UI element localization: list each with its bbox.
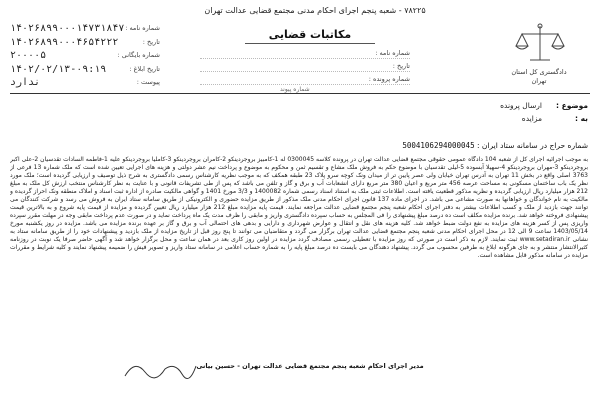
meta-party-row (268, 114, 588, 127)
field-row (200, 46, 410, 59)
signature-line: مدیر اجرای احکام شعبه پنجم مجتمع قضایی عدالت تهران - حسین بیانی (196, 362, 424, 370)
field-row (200, 72, 410, 85)
meta-subject-row (268, 101, 588, 114)
code-value: ۱۴۰۲/۰۲/۱۳-۰۹:۱۹ (10, 63, 107, 75)
judiciary-emblem-icon (510, 22, 570, 66)
meta-label: موضوع : (555, 101, 588, 110)
header-fields (200, 46, 410, 85)
code-value: ۲۰۰۰۰۵ (10, 50, 47, 61)
letter-title: مکاتبات قضایی (245, 28, 375, 44)
code-row (10, 22, 160, 36)
code-label: شماره نامه : (125, 24, 160, 32)
code-value: ۱۴۰۲۶۸۹۹۰۰۰۴۶۵۴۲۲۲ (10, 36, 119, 48)
field-label: شماره پرونده : (368, 75, 410, 83)
court-name-line: تهران (531, 77, 547, 85)
code-row (10, 76, 160, 90)
code-label: تاریخ ابلاغ : (129, 64, 160, 73)
field-label: شماره نامه : (375, 49, 410, 57)
auction-number-label: شماره حراج در سامانه ستاد ایران : (476, 141, 588, 150)
meta-label: به : (575, 114, 588, 123)
letter-meta (268, 101, 588, 127)
field-row (200, 59, 410, 72)
code-label: شماره بایگانی : (117, 51, 160, 59)
field-note: شماره پیوند (280, 86, 310, 93)
code-row (10, 49, 160, 63)
meta-value: ارسال پرونده (500, 101, 542, 110)
letter-codes (10, 22, 160, 90)
branch-title: ۷۸۲۲۵ - شعبه پنجم اجرای احکام مدنی مجتمع قضایی عدالت تهران (204, 6, 426, 15)
court-name (490, 68, 588, 86)
auction-number: 5004106294000045 (402, 141, 475, 150)
letter-body: به موجب اجرائیه اجرای کل از شعبه 104 دادگاه عمومی حقوقی مجتمع قضایی عدالت تهران در پرونده کلاسه 0300045 له 1-کامبیز بروجردینکو 2-کامران بروجردینکو 3-کاملیا بروجردینکو علیه 1-فاطمه السادات تقدسیان 2-علی اکبر بروجردینکو 3-مهران بروجردینکو 4-سهیلا آبسوده 5-لیلی تقدسیان با موضوع حکم به فروش ملک مشاع و تقسیم ثمن و محکوم به موضوع و پرداخت نیم عشر دولتی و هزینه های اجرایی تعیین شده است که ملک شماره 13 فرعی از 3763 اصلی واقع در بخش 11 تهران به آدرس تهران خیابان ولی عصر پایین تر از میدان ونک کوچه سرو پلاک 23 طبقه همکف که به موجب نظریه کارشناس رسمی دادگستری به شرح ذیل توصیف و ارزیابی گردیده است؛ ملک مورد نظر یک باب ساختمان مسکونی به مساحت عرصه 456 متر مربع و اعیان 380 متر مربع دارای انشعابات آب و برق و گاز و تلفن می باشد که پس از طی تشریفات قانونی و با عنایت به نظر کارشناس منتخب ارزش کل ملک به مبلغ 212 هزار میلیارد ریال ارزیابی گردیده و نظریه مذکور قطعیت یافته است. اطلاعات ثبتی ملک به استناد اسناد رسمی شماره 1400082 و 3/3 مورخ 1401 و گواهی مالکیت صادره از اداره ثبت اسناد و املاک منطقه ونک احراز گردیده و مالکیت به نام خواندگان و خواهانها به صورت مشاعی می باشد. در اجرای ماده 137 قانون اجرای احکام مدنی ملک مذکور از طریق مزایده حضوری و الکترونیکی از طریق سامانه ستاد ایران به فروش می رسد و شرکت کنندگان می توانند جهت بازدید از ملک و کسب اطلاعات بیشتر به دفتر اجرای احکام شعبه پنجم مجتمع قضایی عدالت مراجعه نمایند. قیمت پایه مزایده مبلغ 212 هزار میلیارد ریال تعیین گردیده و مزایده از قیمت پایه شروع و به بالاترین قیمت پیشنهادی فروخته خواهد شد. برنده مزایده مکلف است ده درصد مبلغ پیشنهادی را فی المجلس به حساب سپرده دادگستری واریز و مابقی را ظرف مدت یک ماه پرداخت نماید و در صورت عدم پرداخت مابقی وجه در مهلت مقرر سپرده واریزی پس از کسر هزینه های مزایده به نفع دولت ضبط خواهد شد. کلیه هزینه های نقل و انتقال و عوارض شهرداری و دارایی و بدهی های احتمالی آب و برق و گاز بر عهده برنده مزایده می باشد. مزایده در روز یکشنبه مورخ 1403/05/14 ساعت 9 الی 12 در محل اجرای احکام مدنی شعبه پنجم مجتمع قضایی عدالت تهران برگزار می گردد و متقاضیان می توانند تا پنج روز قبل از تاریخ مزایده از ملک بازدید و پیشنهادات خود را از طریق سامانه ستاد به نشانی www.setadiran.ir ثبت نمایند. لازم به ذکر است در صورتی که روز مزایده با تعطیلی رسمی مصادف گردد مزایده در اولین روز کاری بعد در همان ساعت و محل برگزار خواهد شد و آگهی حاضر صرفا یک نوبت در روزنامه کثیرالانتشار منتشر و به جای هرگونه ابلاغ به طرفین محسوب می گردد. پیشنهاد دهندگان می بایست ده درصد مبلغ پایه را به شماره حساب اعلامی در سامانه ستاد واریز و تصویر فیش را ضمیمه پیشنهاد نمایند و کلیه شرایط و مقررات مزایده در سامانه مذکور قابل مشاهده است. (10, 156, 588, 259)
code-value: ندارد (10, 77, 41, 88)
header-divider (10, 93, 590, 94)
code-row (10, 63, 160, 77)
code-label: تاریخ : (142, 37, 160, 46)
field-label: تاریخ : (392, 62, 410, 70)
code-value: ۱۴۰۲۶۸۹۹۰۰۰۱۴۷۳۱۸۴۷ (10, 23, 125, 34)
court-name-line: دادگستری کل استان (511, 68, 567, 76)
code-row (10, 36, 160, 50)
meta-value: مزایده (521, 114, 542, 123)
auction-number-line (10, 141, 588, 150)
code-label: پیوست : (136, 78, 160, 86)
